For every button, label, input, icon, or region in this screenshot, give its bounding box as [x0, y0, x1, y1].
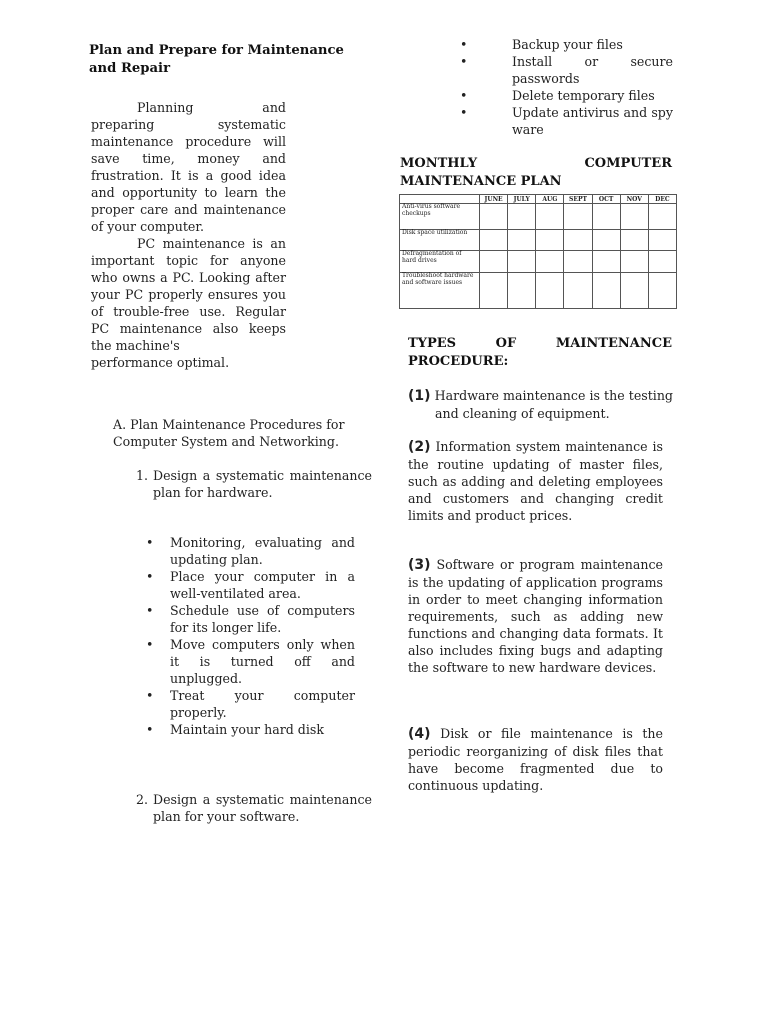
table-cell [536, 273, 564, 309]
type-text: Software or program maintenance is the updating of application programs in order to meet changing information requirements, such as adding new functions and changing data formats. It also includes fixing bugs and adapting the software to new hardware devices. [408, 557, 663, 675]
task-cell: Disk space utilization [400, 230, 480, 251]
numbered-item-1 [136, 467, 372, 501]
header-cell: JUNE [480, 195, 508, 204]
table-cell [508, 273, 536, 309]
table-cell [536, 204, 564, 230]
table-cell [508, 230, 536, 251]
header-cell: NOV [620, 195, 648, 204]
heading-word: OF [495, 336, 517, 351]
table-cell [480, 204, 508, 230]
bullet-dot-icon: • [460, 88, 468, 103]
list-item [460, 87, 673, 104]
page-title: Plan and Prepare for Maintenance and Repair [89, 43, 344, 76]
section-a-heading: A. Plan Maintenance Procedures for Computer System and Networking. [113, 417, 345, 449]
type-number: (2) [408, 439, 431, 455]
maintenance-type-2 [408, 438, 663, 524]
heading-word: MONTHLY [400, 156, 478, 171]
maintenance-type-4 [408, 725, 663, 794]
header-cell: DEC [648, 195, 676, 204]
type-text: Hardware maintenance is the testing and cleaning of equipment. [434, 388, 673, 421]
maintenance-type-1 [408, 387, 673, 422]
table-cell [592, 273, 620, 309]
table-cell [480, 251, 508, 273]
header-cell: OCT [592, 195, 620, 204]
list-item-text: Move computers only when it is turned off and unplugged. [170, 637, 355, 686]
list-item [146, 602, 355, 636]
types-heading [408, 335, 672, 370]
table-cell [648, 273, 676, 309]
type-text: Disk or file maintenance is the periodic reorganizing of disk files that have become fragmented due to continuous updating. [408, 726, 663, 793]
item-text: Design a systematic maintenance plan for your software. [153, 792, 372, 824]
type-number: (4) [408, 726, 431, 742]
type-text: Information system maintenance is the routine updating of master files, such as adding and deleting employees and customers and changing credit limits and product prices. [408, 439, 663, 523]
task-cell: Anti-virus software checkups [400, 204, 480, 230]
table-cell [564, 230, 592, 251]
heading-word: MAINTENANCE [555, 336, 672, 351]
table-cell [480, 273, 508, 309]
table-row [400, 230, 677, 251]
table-cell [536, 230, 564, 251]
monthly-plan-heading [400, 155, 672, 190]
list-item [460, 53, 673, 87]
header-cell: SEPT [564, 195, 592, 204]
intro-paragraph-2: PC maintenance is an important topic for anyone who owns a PC. Looking after your PC properly ensures you of trouble-free use. Regular PC maintenance also keeps the machine's [91, 236, 286, 353]
software-bullet-list [460, 36, 673, 138]
heading-word: COMPUTER [584, 156, 672, 171]
bullet-dot-icon: • [146, 722, 154, 737]
maintenance-type-3 [408, 556, 663, 676]
type-number: (1) [408, 388, 431, 404]
table-cell [564, 251, 592, 273]
list-item [146, 534, 355, 568]
list-item-text: Delete temporary files [512, 88, 655, 103]
list-item-text: Place your computer in a well-ventilated area. [170, 569, 355, 601]
heading-line: PROCEDURE: [408, 353, 509, 369]
intro-paragraph-1: Planning and preparing systematic maintenance procedure will save time, money and frustration. It is a good idea and opportunity to learn the proper care and maintenance of your computer. [91, 100, 286, 234]
table-row [400, 251, 677, 273]
table-cell [620, 204, 648, 230]
type-number: (3) [408, 557, 431, 573]
table-cell [508, 251, 536, 273]
bullet-dot-icon: • [146, 637, 154, 652]
table-cell [480, 230, 508, 251]
bullet-dot-icon: • [146, 688, 154, 703]
maintenance-plan-table [399, 194, 677, 309]
task-cell: Defragmentation of hard drives [400, 251, 480, 273]
bullet-dot-icon: • [460, 105, 468, 120]
intro-section [91, 99, 286, 371]
table-cell [648, 230, 676, 251]
table-cell [536, 251, 564, 273]
header-cell: AUG [536, 195, 564, 204]
table-cell [620, 273, 648, 309]
table-row [400, 204, 677, 230]
table-cell [564, 204, 592, 230]
table-cell [620, 230, 648, 251]
item-number: 2. [136, 792, 149, 807]
list-item [146, 636, 355, 687]
table-cell [592, 230, 620, 251]
table-cell [508, 204, 536, 230]
list-item [146, 687, 355, 721]
table-cell [648, 204, 676, 230]
list-item [460, 104, 673, 138]
intro-paragraph-2-end: performance optimal. [91, 355, 230, 370]
table-cell [564, 273, 592, 309]
item-text: Design a systematic maintenance plan for hardware. [153, 468, 372, 500]
list-item-text: Schedule use of computers for its longer life. [170, 603, 355, 635]
table-cell [620, 251, 648, 273]
bullet-dot-icon: • [146, 535, 154, 550]
hardware-bullet-list [146, 534, 355, 738]
list-item-text: Treat your computer properly. [170, 688, 355, 720]
table-cell [592, 251, 620, 273]
table-row [400, 273, 677, 309]
task-cell: Troubleshoot hardware and software issues [400, 273, 480, 309]
list-item [460, 36, 673, 53]
heading-word: TYPES [408, 336, 457, 351]
list-item-text: Update antivirus and spy ware [512, 105, 673, 137]
list-item [146, 568, 355, 602]
bullet-dot-icon: • [146, 603, 154, 618]
table-cell [648, 251, 676, 273]
list-item-text: Backup your files [512, 37, 623, 52]
numbered-item-2 [136, 791, 372, 825]
item-number: 1. [136, 468, 149, 483]
list-item-text: Monitoring, evaluating and updating plan. [170, 535, 355, 567]
bullet-dot-icon: • [460, 54, 468, 69]
heading-line: MAINTENANCE PLAN [400, 173, 562, 189]
list-item-text: Install or secure passwords [512, 54, 673, 86]
table-cell [592, 204, 620, 230]
bullet-dot-icon: • [460, 37, 468, 52]
bullet-dot-icon: • [146, 569, 154, 584]
list-item [146, 721, 355, 738]
list-item-text: Maintain your hard disk [170, 722, 324, 737]
header-cell: JULY [508, 195, 536, 204]
